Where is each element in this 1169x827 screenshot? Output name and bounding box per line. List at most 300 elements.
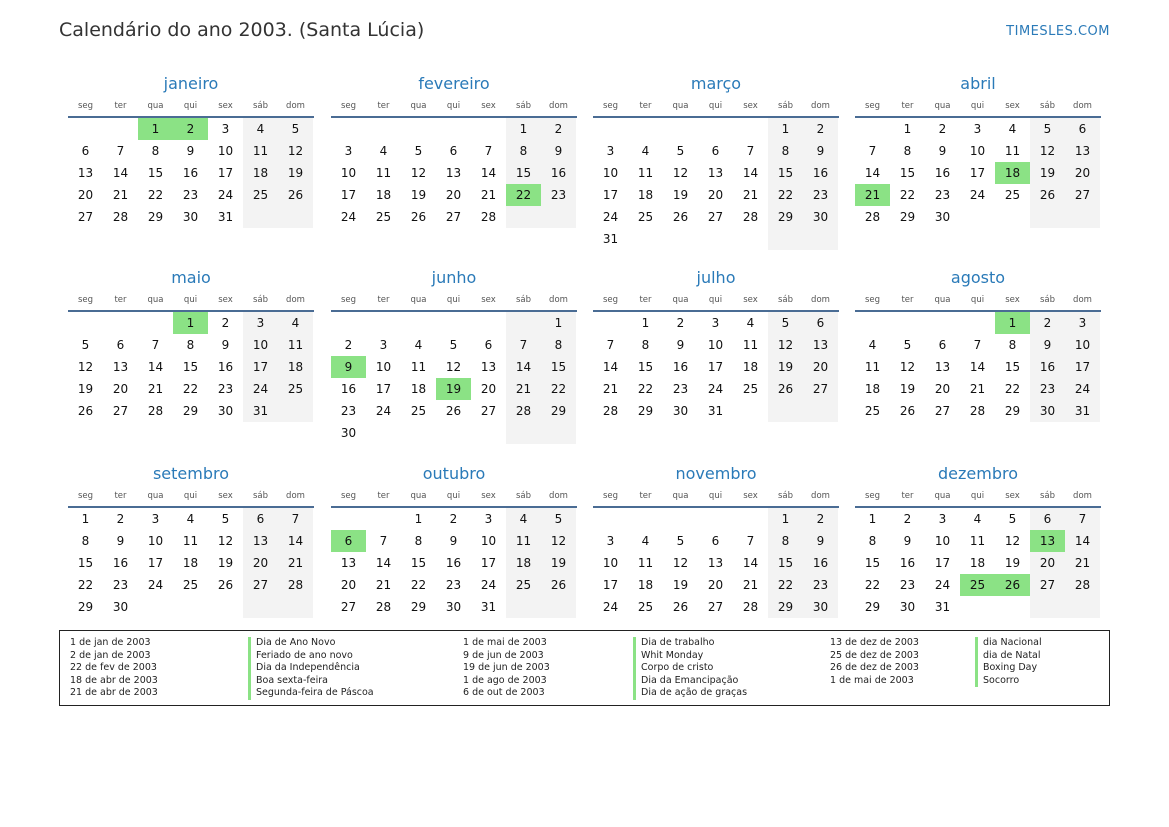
day-cell: 8 bbox=[541, 334, 576, 356]
empty-day-cell bbox=[541, 596, 576, 618]
day-cell: 31 bbox=[1065, 400, 1100, 422]
day-cell: 8 bbox=[151, 144, 160, 158]
day-cell: 22 bbox=[410, 578, 427, 592]
day-grid bbox=[68, 508, 314, 618]
day-cell: 2 bbox=[903, 512, 912, 526]
day-cell: 21 bbox=[480, 188, 497, 202]
day-cell: 14 bbox=[969, 360, 986, 374]
weekday-label: ter bbox=[901, 295, 914, 305]
day-cell: 2 bbox=[938, 122, 947, 136]
day-cell: 22 bbox=[147, 188, 164, 202]
weekday-header bbox=[855, 96, 1101, 118]
day-cell: 26 bbox=[410, 210, 427, 224]
day-cell: 22 bbox=[768, 574, 803, 596]
weekday-label: ter bbox=[377, 295, 390, 305]
day-cell: 29 bbox=[182, 404, 199, 418]
day-cell: 26 bbox=[672, 210, 689, 224]
month-name: agosto bbox=[950, 268, 1006, 287]
day-cell: 29 bbox=[637, 404, 654, 418]
empty-day-cell bbox=[593, 118, 628, 140]
day-cell: 20 bbox=[77, 188, 94, 202]
empty-day-cell bbox=[436, 312, 471, 334]
day-grid bbox=[855, 508, 1101, 618]
day-cell: 9 bbox=[221, 338, 230, 352]
day-cell: 20 bbox=[707, 188, 724, 202]
day-cell: 12 bbox=[410, 166, 427, 180]
day-cell: 11 bbox=[1004, 144, 1021, 158]
weekday-label: dom bbox=[286, 101, 305, 111]
day-cell: 11 bbox=[742, 338, 759, 352]
empty-day-cell bbox=[436, 422, 471, 444]
day-cell: 1 bbox=[903, 122, 912, 136]
empty-day-cell bbox=[208, 596, 243, 618]
day-cell: 17 bbox=[243, 356, 278, 378]
day-cell: 23 bbox=[1030, 378, 1065, 400]
weekday-header bbox=[331, 290, 577, 312]
day-cell: 3 bbox=[973, 122, 982, 136]
day-cell: 23 bbox=[899, 578, 916, 592]
day-cell: 2 bbox=[676, 316, 685, 330]
day-cell: 18 bbox=[182, 556, 199, 570]
day-grid bbox=[68, 118, 314, 228]
day-cell: 16 bbox=[112, 556, 129, 570]
weekday-label: sáb bbox=[252, 491, 269, 501]
day-cell: 9 bbox=[541, 140, 576, 162]
empty-day-cell bbox=[663, 508, 698, 530]
day-cell: 3 bbox=[484, 512, 493, 526]
weekday-label: seg bbox=[340, 295, 357, 305]
day-cell: 24 bbox=[602, 210, 619, 224]
day-cell: 28 bbox=[1065, 574, 1100, 596]
day-cell: 9 bbox=[116, 534, 125, 548]
day-cell: 25 bbox=[375, 210, 392, 224]
empty-day-cell bbox=[628, 508, 663, 530]
weekday-label: seg bbox=[340, 491, 357, 501]
day-cell: 16 bbox=[541, 162, 576, 184]
day-cell: 23 bbox=[803, 574, 838, 596]
weekday-label: qui bbox=[708, 295, 723, 305]
month-name: janeiro bbox=[163, 74, 219, 93]
day-cell: 5 bbox=[278, 118, 313, 140]
day-cell: 14 bbox=[602, 360, 619, 374]
day-cell: 17 bbox=[375, 382, 392, 396]
day-cell: 25 bbox=[243, 184, 278, 206]
day-grid bbox=[593, 312, 839, 422]
weekday-label: dom bbox=[811, 101, 830, 111]
day-cell: 13 bbox=[243, 530, 278, 552]
weekday-label: sáb bbox=[515, 295, 532, 305]
day-cell: 18 bbox=[637, 578, 654, 592]
day-cell: 19 bbox=[672, 578, 689, 592]
empty-day-cell bbox=[243, 596, 278, 618]
day-cell: 11 bbox=[182, 534, 199, 548]
weekday-label: qui bbox=[183, 491, 198, 501]
weekday-header bbox=[331, 486, 577, 508]
day-cell: 14 bbox=[147, 360, 164, 374]
day-cell: 29 bbox=[410, 600, 427, 614]
empty-day-cell bbox=[1030, 206, 1065, 228]
day-cell: 10 bbox=[1065, 334, 1100, 356]
day-cell: 11 bbox=[864, 360, 881, 374]
empty-day-cell bbox=[471, 422, 506, 444]
day-cell: 17 bbox=[1065, 356, 1100, 378]
legend-names-col-2 bbox=[633, 637, 747, 700]
day-cell: 29 bbox=[541, 400, 576, 422]
day-cell: 14 bbox=[278, 530, 313, 552]
weekday-label: sex bbox=[218, 101, 233, 111]
holiday-day: 1 bbox=[995, 312, 1030, 334]
day-cell: 21 bbox=[602, 382, 619, 396]
day-cell: 4 bbox=[506, 508, 541, 530]
day-cell: 7 bbox=[116, 144, 125, 158]
day-cell: 22 bbox=[637, 382, 654, 396]
day-cell: 24 bbox=[707, 382, 724, 396]
day-cell: 23 bbox=[672, 382, 689, 396]
day-cell: 21 bbox=[742, 188, 759, 202]
day-cell: 27 bbox=[803, 378, 838, 400]
weekday-label: sex bbox=[1005, 295, 1020, 305]
day-cell: 15 bbox=[506, 162, 541, 184]
empty-day-cell bbox=[103, 312, 138, 334]
day-cell: 14 bbox=[864, 166, 881, 180]
day-cell: 30 bbox=[217, 404, 234, 418]
day-cell: 25 bbox=[410, 404, 427, 418]
empty-day-cell bbox=[278, 400, 313, 422]
empty-day-cell bbox=[960, 312, 995, 334]
legend-holiday-name: Corpo de cristo bbox=[633, 662, 747, 675]
weekday-label: ter bbox=[639, 295, 652, 305]
weekday-label: dom bbox=[549, 295, 568, 305]
weekday-label: qua bbox=[410, 491, 427, 501]
day-cell: 3 bbox=[151, 512, 160, 526]
day-cell: 15 bbox=[1004, 360, 1021, 374]
day-cell: 24 bbox=[969, 188, 986, 202]
empty-day-cell bbox=[733, 508, 768, 530]
empty-day-cell bbox=[278, 206, 313, 228]
day-cell: 2 bbox=[803, 118, 838, 140]
legend-names-col-1 bbox=[248, 637, 374, 700]
month-name: novembro bbox=[675, 464, 757, 483]
month-name: outubro bbox=[422, 464, 486, 483]
empty-day-cell bbox=[401, 118, 436, 140]
day-cell: 9 bbox=[449, 534, 458, 548]
legend-date: 22 de fev de 2003 bbox=[70, 662, 157, 673]
day-cell: 13 bbox=[480, 360, 497, 374]
weekday-label: sáb bbox=[1039, 491, 1056, 501]
day-cell: 14 bbox=[742, 166, 759, 180]
weekday-label: qui bbox=[446, 101, 461, 111]
weekday-label: sex bbox=[481, 101, 496, 111]
day-cell: 20 bbox=[112, 382, 129, 396]
weekday-label: sáb bbox=[515, 491, 532, 501]
month-name: junho bbox=[431, 268, 477, 287]
day-cell: 31 bbox=[243, 400, 278, 422]
day-cell: 15 bbox=[541, 356, 576, 378]
day-cell: 27 bbox=[1030, 574, 1065, 596]
day-cell: 5 bbox=[903, 338, 912, 352]
day-cell: 14 bbox=[112, 166, 129, 180]
weekday-header bbox=[593, 96, 839, 118]
day-cell: 12 bbox=[672, 556, 689, 570]
legend-date: 1 de mai de 2003 bbox=[830, 674, 914, 686]
day-cell: 25 bbox=[742, 382, 759, 396]
day-cell: 17 bbox=[147, 556, 164, 570]
legend-holiday-name: Socorro bbox=[975, 675, 1042, 688]
day-cell: 9 bbox=[938, 144, 947, 158]
day-cell: 27 bbox=[445, 210, 462, 224]
day-cell: 15 bbox=[410, 556, 427, 570]
day-cell: 28 bbox=[742, 210, 759, 224]
day-cell: 17 bbox=[480, 556, 497, 570]
empty-day-cell bbox=[506, 206, 541, 228]
empty-day-cell bbox=[331, 508, 366, 530]
day-cell: 12 bbox=[899, 360, 916, 374]
day-cell: 13 bbox=[112, 360, 129, 374]
weekday-label: seg bbox=[864, 295, 881, 305]
day-cell: 14 bbox=[742, 556, 759, 570]
day-cell: 9 bbox=[1030, 334, 1065, 356]
day-cell: 25 bbox=[278, 378, 313, 400]
legend-holiday-name: Dia de ação de graças bbox=[633, 687, 747, 700]
day-cell: 6 bbox=[803, 312, 838, 334]
day-cell: 5 bbox=[1030, 118, 1065, 140]
day-cell: 3 bbox=[711, 316, 720, 330]
empty-day-cell bbox=[663, 118, 698, 140]
weekday-label: sáb bbox=[515, 101, 532, 111]
empty-day-cell bbox=[331, 118, 366, 140]
empty-day-cell bbox=[366, 508, 401, 530]
day-cell: 23 bbox=[541, 184, 576, 206]
day-cell: 16 bbox=[340, 382, 357, 396]
holiday-day: 19 bbox=[436, 378, 471, 400]
day-cell: 3 bbox=[606, 534, 615, 548]
day-cell: 22 bbox=[182, 382, 199, 396]
day-cell: 11 bbox=[375, 166, 392, 180]
day-cell: 19 bbox=[1030, 162, 1065, 184]
holiday-day: 2 bbox=[173, 118, 208, 140]
empty-day-cell bbox=[541, 206, 576, 228]
empty-day-cell bbox=[768, 228, 803, 250]
weekday-label: ter bbox=[377, 491, 390, 501]
day-cell: 15 bbox=[77, 556, 94, 570]
day-cell: 28 bbox=[969, 404, 986, 418]
day-cell: 19 bbox=[1004, 556, 1021, 570]
day-cell: 18 bbox=[506, 552, 541, 574]
empty-day-cell bbox=[855, 118, 890, 140]
day-cell: 10 bbox=[147, 534, 164, 548]
day-grid bbox=[855, 118, 1101, 228]
day-cell: 15 bbox=[147, 166, 164, 180]
day-cell: 19 bbox=[217, 556, 234, 570]
day-cell: 3 bbox=[379, 338, 388, 352]
day-cell: 10 bbox=[934, 534, 951, 548]
day-cell: 8 bbox=[81, 534, 90, 548]
empty-day-cell bbox=[855, 312, 890, 334]
day-cell: 27 bbox=[340, 600, 357, 614]
empty-day-cell bbox=[698, 228, 733, 250]
day-cell: 12 bbox=[1030, 140, 1065, 162]
day-cell: 13 bbox=[707, 556, 724, 570]
day-cell: 11 bbox=[637, 556, 654, 570]
weekday-label: qua bbox=[672, 295, 689, 305]
day-cell: 3 bbox=[243, 312, 278, 334]
day-cell: 7 bbox=[868, 144, 877, 158]
day-cell: 24 bbox=[340, 210, 357, 224]
legend-date: 19 de jun de 2003 bbox=[463, 662, 550, 673]
day-cell: 4 bbox=[278, 312, 313, 334]
day-cell: 11 bbox=[243, 140, 278, 162]
day-cell: 8 bbox=[1008, 338, 1017, 352]
day-cell: 1 bbox=[506, 118, 541, 140]
day-cell: 11 bbox=[637, 166, 654, 180]
weekday-label: sáb bbox=[1039, 101, 1056, 111]
day-grid bbox=[331, 118, 577, 228]
day-cell: 30 bbox=[934, 210, 951, 224]
weekday-label: sex bbox=[743, 295, 758, 305]
day-cell: 30 bbox=[672, 404, 689, 418]
weekday-label: qui bbox=[970, 491, 985, 501]
day-cell: 6 bbox=[938, 338, 947, 352]
day-cell: 4 bbox=[868, 338, 877, 352]
day-cell: 8 bbox=[414, 534, 423, 548]
month-name: fevereiro bbox=[418, 74, 490, 93]
legend-date: 25 de dez de 2003 bbox=[830, 649, 919, 661]
day-cell: 4 bbox=[641, 534, 650, 548]
weekday-label: sáb bbox=[252, 101, 269, 111]
weekday-label: dom bbox=[1073, 295, 1092, 305]
day-cell: 18 bbox=[410, 382, 427, 396]
empty-day-cell bbox=[960, 596, 995, 618]
day-cell: 21 bbox=[1065, 552, 1100, 574]
weekday-label: qui bbox=[970, 101, 985, 111]
day-cell: 3 bbox=[1065, 312, 1100, 334]
day-cell: 4 bbox=[1008, 122, 1017, 136]
day-cell: 20 bbox=[480, 382, 497, 396]
day-cell: 28 bbox=[506, 400, 541, 422]
day-cell: 27 bbox=[112, 404, 129, 418]
month-name: maio bbox=[171, 268, 211, 287]
day-cell: 7 bbox=[278, 508, 313, 530]
day-cell: 16 bbox=[899, 556, 916, 570]
day-cell: 30 bbox=[899, 600, 916, 614]
empty-day-cell bbox=[803, 400, 838, 422]
day-cell: 2 bbox=[541, 118, 576, 140]
empty-day-cell bbox=[471, 118, 506, 140]
day-cell: 5 bbox=[81, 338, 90, 352]
day-cell: 6 bbox=[1030, 508, 1065, 530]
legend-date: 1 de mai de 2003 bbox=[463, 637, 547, 648]
day-cell: 25 bbox=[182, 578, 199, 592]
brand-link[interactable]: TIMESLES.COM bbox=[1006, 24, 1110, 39]
day-cell: 10 bbox=[602, 166, 619, 180]
empty-day-cell bbox=[506, 422, 541, 444]
day-cell: 28 bbox=[480, 210, 497, 224]
day-cell: 21 bbox=[112, 188, 129, 202]
day-cell: 19 bbox=[768, 356, 803, 378]
empty-day-cell bbox=[698, 508, 733, 530]
day-cell: 2 bbox=[221, 316, 230, 330]
weekday-label: sex bbox=[743, 101, 758, 111]
day-cell: 16 bbox=[182, 166, 199, 180]
day-cell: 10 bbox=[217, 144, 234, 158]
weekday-label: seg bbox=[602, 101, 619, 111]
empty-day-cell bbox=[401, 422, 436, 444]
weekday-label: dom bbox=[1073, 101, 1092, 111]
empty-day-cell bbox=[768, 400, 803, 422]
weekday-label: dom bbox=[549, 491, 568, 501]
holiday-day: 21 bbox=[855, 184, 890, 206]
empty-day-cell bbox=[995, 596, 1030, 618]
weekday-label: ter bbox=[901, 101, 914, 111]
day-cell: 12 bbox=[278, 140, 313, 162]
day-cell: 20 bbox=[1030, 552, 1065, 574]
day-cell: 27 bbox=[707, 210, 724, 224]
day-cell: 7 bbox=[379, 534, 388, 548]
day-cell: 6 bbox=[243, 508, 278, 530]
day-cell: 21 bbox=[147, 382, 164, 396]
month-name: julho bbox=[696, 268, 736, 287]
weekday-header bbox=[855, 486, 1101, 508]
day-cell: 7 bbox=[746, 144, 755, 158]
empty-day-cell bbox=[506, 596, 541, 618]
day-cell: 14 bbox=[506, 356, 541, 378]
day-cell: 13 bbox=[707, 166, 724, 180]
day-cell: 26 bbox=[445, 404, 462, 418]
day-cell: 15 bbox=[899, 166, 916, 180]
day-cell: 18 bbox=[375, 188, 392, 202]
day-cell: 16 bbox=[803, 162, 838, 184]
empty-day-cell bbox=[243, 206, 278, 228]
day-cell: 29 bbox=[77, 600, 94, 614]
weekday-header bbox=[68, 290, 314, 312]
day-cell: 27 bbox=[77, 210, 94, 224]
weekday-label: qui bbox=[970, 295, 985, 305]
day-cell: 10 bbox=[707, 338, 724, 352]
holiday-day: 25 bbox=[960, 574, 995, 596]
day-cell: 19 bbox=[410, 188, 427, 202]
day-cell: 22 bbox=[768, 184, 803, 206]
day-cell: 6 bbox=[449, 144, 458, 158]
day-cell: 19 bbox=[77, 382, 94, 396]
weekday-label: qua bbox=[934, 101, 951, 111]
legend-date: 2 de jan de 2003 bbox=[70, 649, 151, 661]
weekday-header bbox=[331, 96, 577, 118]
weekday-label: dom bbox=[1073, 491, 1092, 501]
day-cell: 23 bbox=[803, 184, 838, 206]
day-cell: 12 bbox=[77, 360, 94, 374]
day-cell: 31 bbox=[934, 600, 951, 614]
day-cell: 16 bbox=[803, 552, 838, 574]
day-cell: 7 bbox=[746, 534, 755, 548]
day-cell: 23 bbox=[217, 382, 234, 396]
legend-holiday-name: Dia de trabalho bbox=[633, 637, 747, 650]
day-cell: 1 bbox=[541, 312, 576, 334]
day-cell: 22 bbox=[541, 378, 576, 400]
day-cell: 30 bbox=[182, 210, 199, 224]
day-grid bbox=[331, 508, 577, 618]
day-cell: 2 bbox=[803, 508, 838, 530]
empty-day-cell bbox=[960, 206, 995, 228]
day-cell: 20 bbox=[707, 578, 724, 592]
day-cell: 26 bbox=[672, 600, 689, 614]
day-cell: 5 bbox=[1008, 512, 1017, 526]
day-cell: 6 bbox=[711, 144, 720, 158]
empty-day-cell bbox=[471, 312, 506, 334]
day-cell: 3 bbox=[221, 122, 230, 136]
month-name: março bbox=[690, 74, 742, 93]
day-cell: 20 bbox=[340, 578, 357, 592]
day-cell: 1 bbox=[414, 512, 423, 526]
